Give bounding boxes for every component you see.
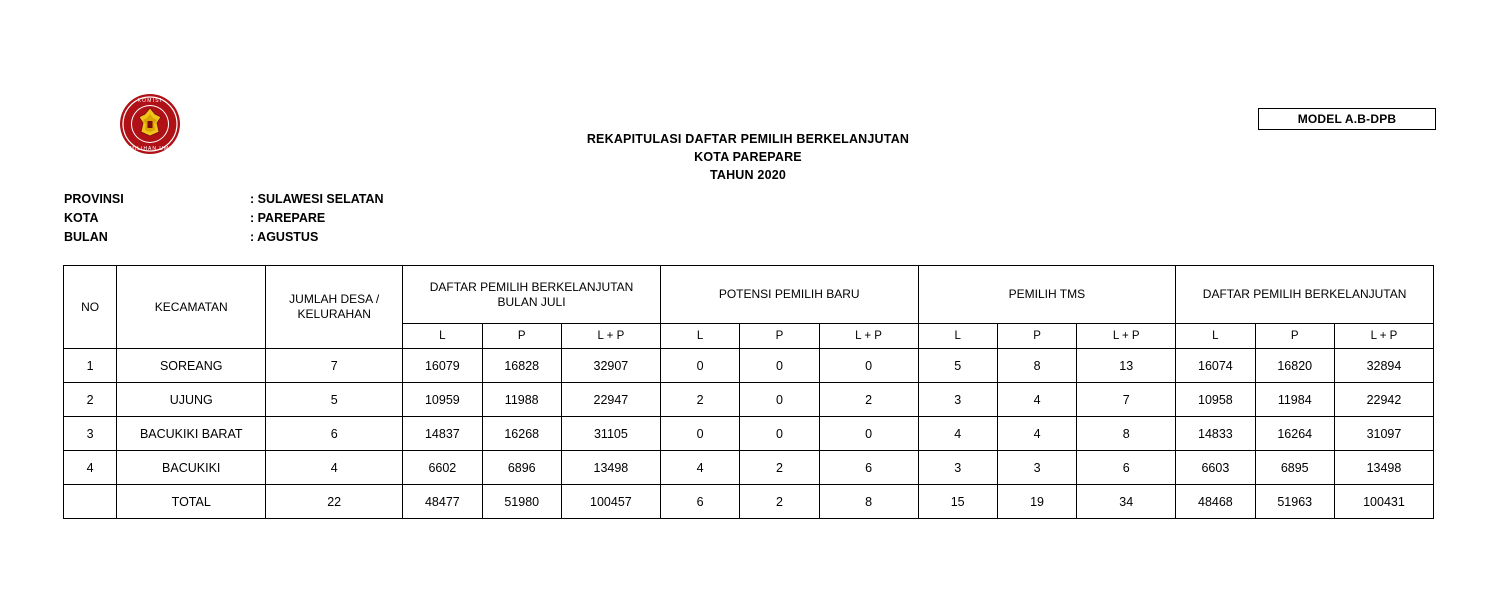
table-row xyxy=(64,417,1434,451)
title-line-3: TAHUN 2020 xyxy=(709,168,787,182)
cell-tms-l: 4 xyxy=(918,417,997,451)
cell-baru-p: 2 xyxy=(740,451,819,485)
header-group-dpb: DAFTAR PEMILIH BERKELANJUTAN xyxy=(1176,266,1434,324)
cell-juli-l: 48477 xyxy=(403,485,482,519)
cell-dpb-l: 6603 xyxy=(1176,451,1255,485)
cell-tms-p: 3 xyxy=(997,451,1076,485)
cell-kecamatan: SOREANG xyxy=(117,349,266,383)
title-line-2: KOTA PAREPARE xyxy=(694,150,802,164)
cell-no: 2 xyxy=(64,383,117,417)
subheader-juli-l: L xyxy=(403,324,482,349)
table-row xyxy=(64,451,1434,485)
cell-baru-lp: 6 xyxy=(819,451,918,485)
cell-dpb-p: 6895 xyxy=(1255,451,1334,485)
meta-row-bulan xyxy=(64,228,384,247)
cell-baru-lp: 0 xyxy=(819,349,918,383)
table-row-total xyxy=(64,485,1434,519)
cell-juli-l: 16079 xyxy=(403,349,482,383)
cell-tms-lp: 6 xyxy=(1077,451,1176,485)
cell-desa: 7 xyxy=(266,349,403,383)
cell-baru-p: 0 xyxy=(740,383,819,417)
cell-desa: 22 xyxy=(266,485,403,519)
cell-juli-p: 16828 xyxy=(482,349,561,383)
table-row xyxy=(64,383,1434,417)
title-line-1: REKAPITULASI DAFTAR PEMILIH BERKELANJUTAN xyxy=(586,132,910,146)
cell-dpb-lp: 100431 xyxy=(1334,485,1433,519)
subheader-tms-lp: L + P xyxy=(1077,324,1176,349)
subheader-dpb-p: P xyxy=(1255,324,1334,349)
cell-tms-lp: 8 xyxy=(1077,417,1176,451)
cell-tms-p: 8 xyxy=(997,349,1076,383)
model-badge xyxy=(1258,108,1436,130)
meta-row-provinsi xyxy=(64,190,384,209)
header-group-potensi-baru: POTENSI PEMILIH BARU xyxy=(660,266,918,324)
cell-no: 3 xyxy=(64,417,117,451)
cell-tms-l: 15 xyxy=(918,485,997,519)
svg-text:PEMILIHAN UMUM: PEMILIHAN UMUM xyxy=(121,146,179,152)
cell-baru-p: 0 xyxy=(740,349,819,383)
document-title xyxy=(0,130,1496,184)
meta-value-kota: : PAREPARE xyxy=(250,211,326,225)
subheader-baru-l: L xyxy=(660,324,739,349)
cell-tms-p: 4 xyxy=(997,383,1076,417)
header-no: NO xyxy=(64,266,117,349)
cell-juli-l: 14837 xyxy=(403,417,482,451)
meta-value-provinsi: : SULAWESI SELATAN xyxy=(250,192,384,206)
cell-baru-lp: 8 xyxy=(819,485,918,519)
cell-dpb-p: 16820 xyxy=(1255,349,1334,383)
meta-value-bulan: : AGUSTUS xyxy=(250,230,319,244)
table-header-group-row xyxy=(64,266,1434,324)
svg-text:KOMISI: KOMISI xyxy=(137,98,163,104)
cell-baru-l: 0 xyxy=(660,417,739,451)
cell-baru-p: 2 xyxy=(740,485,819,519)
subheader-juli-lp: L + P xyxy=(561,324,660,349)
meta-label-kota: KOTA xyxy=(64,211,99,225)
cell-dpb-l: 48468 xyxy=(1176,485,1255,519)
subheader-tms-p: P xyxy=(997,324,1076,349)
model-badge-label: MODEL A.B-DPB xyxy=(1297,112,1397,126)
cell-dpb-lp: 22942 xyxy=(1334,383,1433,417)
header-group-dpb-juli-line1: DAFTAR PEMILIH BERKELANJUTAN xyxy=(429,279,634,294)
cell-juli-p: 16268 xyxy=(482,417,561,451)
meta-label-bulan: BULAN xyxy=(64,230,108,244)
cell-tms-lp: 13 xyxy=(1077,349,1176,383)
cell-juli-l: 10959 xyxy=(403,383,482,417)
cell-dpb-lp: 32894 xyxy=(1334,349,1433,383)
cell-tms-l: 5 xyxy=(918,349,997,383)
cell-dpb-l: 14833 xyxy=(1176,417,1255,451)
cell-tms-l: 3 xyxy=(918,383,997,417)
cell-juli-p: 51980 xyxy=(482,485,561,519)
cell-dpb-lp: 13498 xyxy=(1334,451,1433,485)
cell-kecamatan: UJUNG xyxy=(117,383,266,417)
cell-no: 1 xyxy=(64,349,117,383)
cell-desa: 4 xyxy=(266,451,403,485)
header-group-dpb-juli-line2: BULAN JULI xyxy=(497,294,566,309)
cell-kecamatan: BACUKIKI xyxy=(117,451,266,485)
cell-dpb-p: 16264 xyxy=(1255,417,1334,451)
cell-tms-lp: 7 xyxy=(1077,383,1176,417)
cell-juli-p: 6896 xyxy=(482,451,561,485)
cell-juli-lp: 13498 xyxy=(561,451,660,485)
subheader-baru-p: P xyxy=(740,324,819,349)
cell-baru-l: 6 xyxy=(660,485,739,519)
cell-juli-lp: 31105 xyxy=(561,417,660,451)
header-jumlah-desa xyxy=(266,266,403,349)
cell-juli-l: 6602 xyxy=(403,451,482,485)
cell-dpb-p: 11984 xyxy=(1255,383,1334,417)
header-jumlah-desa-line2: KELURAHAN xyxy=(297,307,371,321)
cell-desa: 5 xyxy=(266,383,403,417)
cell-baru-l: 4 xyxy=(660,451,739,485)
cell-no xyxy=(64,485,117,519)
cell-dpb-l: 16074 xyxy=(1176,349,1255,383)
subheader-baru-lp: L + P xyxy=(819,324,918,349)
cell-dpb-lp: 31097 xyxy=(1334,417,1433,451)
subheader-dpb-l: L xyxy=(1176,324,1255,349)
subheader-tms-l: L xyxy=(918,324,997,349)
cell-baru-l: 2 xyxy=(660,383,739,417)
meta-row-kota xyxy=(64,209,384,228)
subheader-dpb-lp: L + P xyxy=(1334,324,1433,349)
cell-desa: 6 xyxy=(266,417,403,451)
cell-total-label: TOTAL xyxy=(117,485,266,519)
table-row xyxy=(64,349,1434,383)
rekapitulasi-table-wrapper xyxy=(63,265,1434,519)
cell-juli-lp: 32907 xyxy=(561,349,660,383)
cell-tms-p: 4 xyxy=(997,417,1076,451)
cell-baru-lp: 2 xyxy=(819,383,918,417)
cell-baru-p: 0 xyxy=(740,417,819,451)
cell-tms-lp: 34 xyxy=(1077,485,1176,519)
cell-baru-l: 0 xyxy=(660,349,739,383)
subheader-juli-p: P xyxy=(482,324,561,349)
header-group-dpb-juli xyxy=(403,266,661,324)
cell-dpb-l: 10958 xyxy=(1176,383,1255,417)
cell-juli-lp: 22947 xyxy=(561,383,660,417)
header-jumlah-desa-line1: JUMLAH DESA / xyxy=(289,292,380,306)
document-meta xyxy=(64,190,384,247)
cell-tms-l: 3 xyxy=(918,451,997,485)
cell-kecamatan: BACUKIKI BARAT xyxy=(117,417,266,451)
cell-juli-lp: 100457 xyxy=(561,485,660,519)
cell-dpb-p: 51963 xyxy=(1255,485,1334,519)
rekapitulasi-table xyxy=(63,265,1434,519)
header-kecamatan: KECAMATAN xyxy=(117,266,266,349)
cell-no: 4 xyxy=(64,451,117,485)
meta-label-provinsi: PROVINSI xyxy=(64,192,124,206)
cell-tms-p: 19 xyxy=(997,485,1076,519)
header-group-pemilih-tms: PEMILIH TMS xyxy=(918,266,1176,324)
cell-juli-p: 11988 xyxy=(482,383,561,417)
cell-baru-lp: 0 xyxy=(819,417,918,451)
